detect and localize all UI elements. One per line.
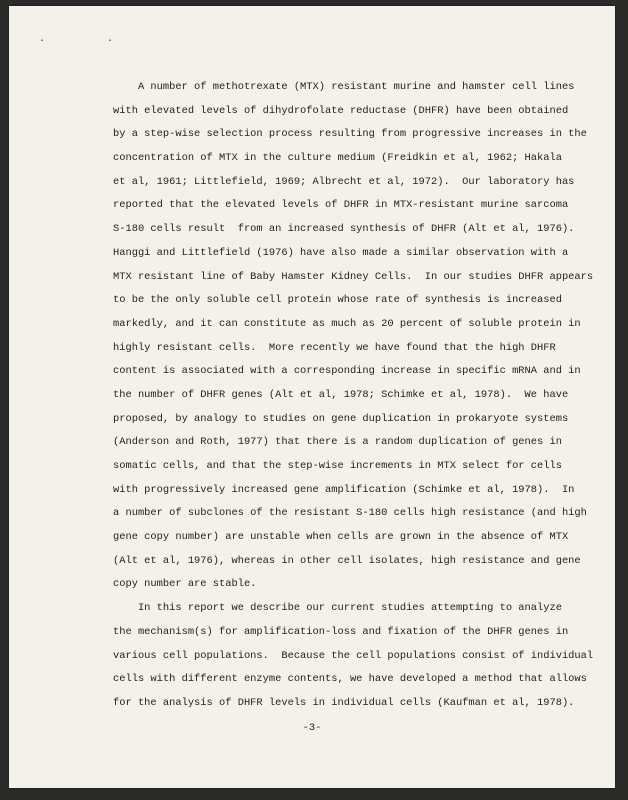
text-line: concentration of MTX in the culture medium (Freidkin et al, 1962; Hakala [113, 152, 562, 165]
text-line: by a step-wise selection process resulting from progressive increases in the [113, 128, 587, 141]
text-line: reported that the elevated levels of DHFR in MTX-resistant murine sarcoma [113, 199, 569, 212]
text-line: markedly, and it can constitute as much as 20 percent of soluble protein in [113, 317, 581, 330]
text-line: the mechanism(s) for amplification-loss and fixation of the DHFR genes in [113, 625, 569, 638]
text-line: the number of DHFR genes (Alt et al, 1978; Schimke et al, 1978). We have [113, 388, 569, 401]
text-line: copy number are stable. [113, 578, 257, 591]
text-line: proposed, by analogy to studies on gene duplication in prokaryote systems [113, 412, 569, 425]
text-line: with elevated levels of dihydrofolate reductase (DHFR) have been obtained [113, 104, 569, 117]
text-line: to be the only soluble cell protein whose rate of synthesis is increased [113, 294, 562, 307]
document-page [9, 6, 615, 788]
text-line: (Alt et al, 1976), whereas in other cell isolates, high resistance and gene [113, 554, 581, 567]
text-line: somatic cells, and that the step-wise increments in MTX select for cells [113, 460, 562, 472]
text-line: a number of subclones of the resistant S-180 cells high resistance (and high [113, 507, 587, 520]
text-line: for the analysis of DHFR levels in individual cells (Kaufman et al, 1978). [113, 696, 575, 709]
header-marks: . . [39, 34, 142, 45]
text-line: S-180 cells result from an increased synthesis of DHFR (Alt et al, 1976). [113, 223, 575, 236]
text-line: MTX resistant line of Baby Hamster Kidney Cells. In our studies DHFR appears [113, 270, 594, 283]
text-line: gene copy number) are unstable when cells are grown in the absence of MTX [113, 531, 569, 544]
text-line: cells with different enzyme contents, we have developed a method that allows [113, 673, 587, 686]
text-line: content is associated with a corresponding increase in specific mRNA and in [113, 365, 581, 378]
text-line: various cell populations. Because the cell populations consist of individual [113, 649, 594, 662]
body-text [113, 76, 594, 716]
text-line: et al, 1961; Littlefield, 1969; Albrecht et al, 1972). Our laboratory has [113, 175, 575, 188]
text-line: A number of methotrexate (MTX) resistant murine and hamster cell lines [113, 81, 575, 93]
page-number: -3- [302, 722, 322, 734]
text-line: (Anderson and Roth, 1977) that there is a random duplication of genes in [113, 436, 562, 449]
text-line: with progressively increased gene amplification (Schimke et al, 1978). In [113, 483, 575, 496]
text-line: highly resistant cells. More recently we have found that the high DHFR [113, 341, 556, 354]
text-line: Hanggi and Littlefield (1976) have also made a similar observation with a [113, 246, 569, 259]
text-line: In this report we describe our current studies attempting to analyze [113, 602, 562, 615]
